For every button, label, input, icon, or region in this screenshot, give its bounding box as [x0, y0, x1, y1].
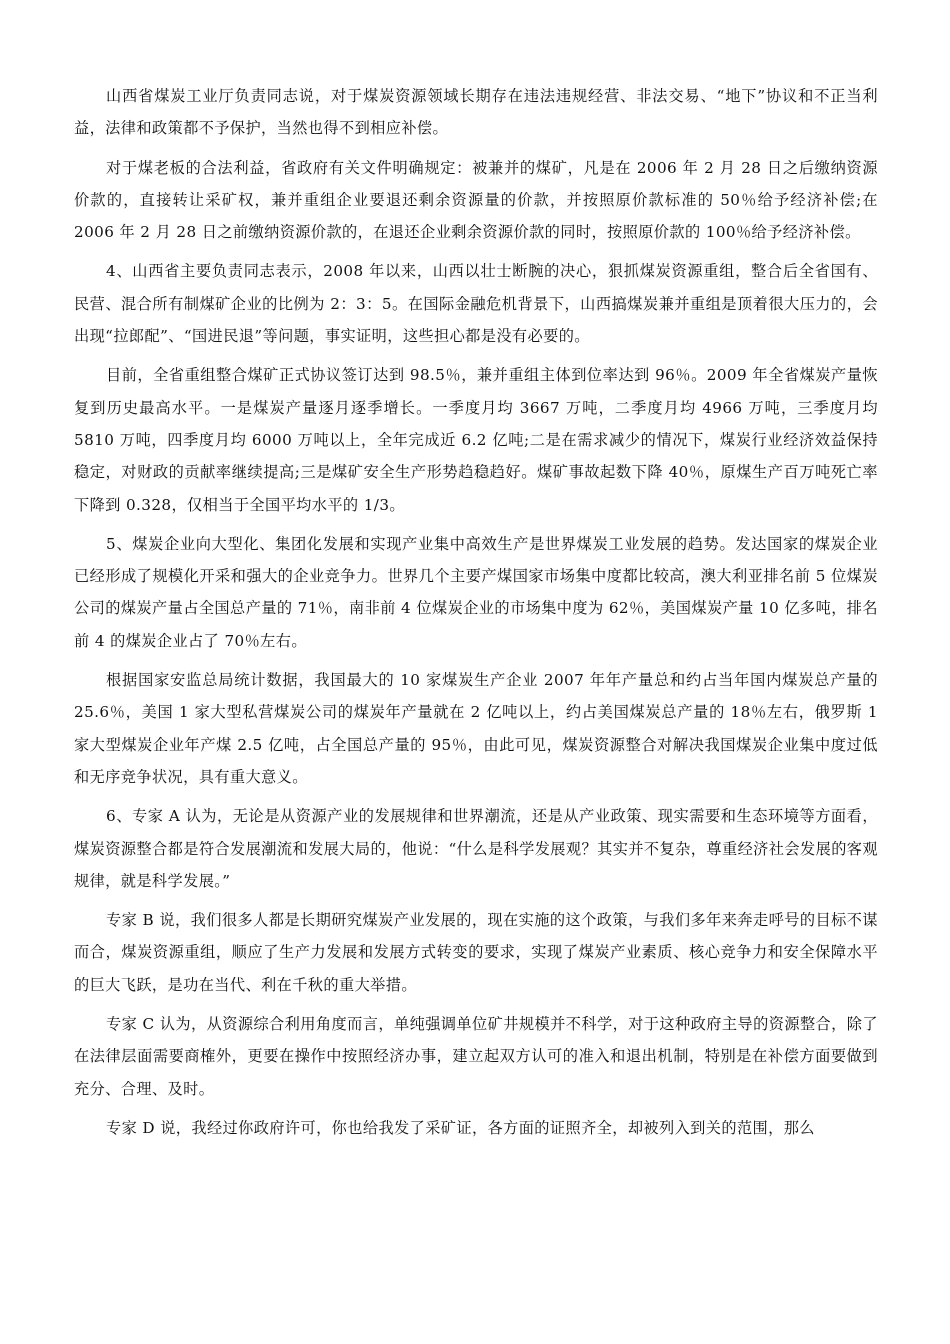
paragraph-section-6-expert-a: 6、专家 A 认为，无论是从资源产业的发展规律和世界潮流，还是从产业政策、现实需要和生态环境等方面看，煤炭资源整合都是符合发展潮流和发展大局的，他说：“什么是科学发展观？其实并不复杂，尊重经济社会发展的客观规律，就是科学发展。” [74, 807, 878, 890]
paragraph-production-results: 目前，全省重组整合煤矿正式协议签订达到 98.5％，兼并重组主体到位率达到 96％。2009 年全省煤炭产量恢复到历史最高水平。一是煤炭产量逐月逐季增长。一季度月均 3667 万吨，二季度月均 4966 万吨，三季度月均 5810 万吨，四季度月均 6000 万吨以上，全年完成近 6.2 亿吨;二是在需求减少的情况下，煤炭行业经济效益保持稳定，对财政的贡献率继续提高;三是煤矿安全生产形势趋稳趋好。煤矿事故起数下降 40％，原煤生产百万吨死亡率下降到 0.328，仅相当于全国平均水平的 1/3。 [74, 366, 878, 514]
paragraph-expert-b: 专家 B 说，我们很多人都是长期研究煤炭产业发展的，现在实施的这个政策，与我们多年来奔走呼号的目标不谋而合，煤炭资源重组，顺应了生产力发展和发展方式转变的要求，实现了煤炭产业素质、核心竞争力和安全保障水平的巨大飞跃，是功在当代、利在千秋的重大举措。 [74, 911, 878, 994]
paragraph-legal-interests-compensation: 对于煤老板的合法利益，省政府有关文件明确规定：被兼并的煤矿，凡是在 2006 年 2 月 28 日之后缴纳资源价款的，直接转让采矿权，兼并重组企业要退还剩余资源量的价款，并按照原价款标准的 50％给予经济补偿;在 2006 年 2 月 28 日之前缴纳资源价款的，在退还企业剩余资源价款的同时，按照原价款的 100％给予经济补偿。 [74, 158, 878, 242]
paragraph-expert-c: 专家 C 认为，从资源综合利用角度而言，单纯强调单位矿井规模并不科学，对于这种政府主导的资源整合，除了在法律层面需要商榷外，更要在操作中按照经济办事，建立起双方认可的准入和退出机制，特别是在补偿方面要做到充分、合理、及时。 [74, 1015, 878, 1098]
paragraph-section-5-world-trend: 5、煤炭企业向大型化、集团化发展和实现产业集中高效生产是世界煤炭工业发展的趋势。发达国家的煤炭企业已经形成了规模化开采和强大的企业竞争力。世界几个主要产煤国家市场集中度都比较高，澳大利亚排名前 5 位煤炭公司的煤炭产量占全国总产量的 71％，南非前 4 位煤炭企业的市场集中度为 62％，美国煤炭产量 10 亿多吨，排名前 4 的煤炭企业占了 70％左右。 [74, 534, 878, 650]
document-body [74, 80, 878, 1151]
paragraph-section-4-restructuring: 4、山西省主要负责同志表示，2008 年以来，山西以壮士断腕的决心，狠抓煤炭资源重组，整合后全省国有、民营、混合所有制煤矿企业的比例为 2：3：5。在国际金融危机背景下，山西搞煤炭兼并重组是顶着很大压力的，会出现“拉郎配”、“国进民退”等问题，事实证明，这些担心都是没有必要的。 [74, 262, 878, 346]
paragraph-coal-department-statement: 山西省煤炭工业厅负责同志说，对于煤炭资源领域长期存在违法违规经营、非法交易、“地下”协议和不正当利益，法律和政策都不予保护，当然也得不到相应补偿。 [74, 87, 878, 138]
paragraph-expert-d: 专家 D 说，我经过你政府许可，你也给我发了采矿证，各方面的证照齐全，却被列入到关的范围，那么 [106, 1118, 815, 1137]
paragraph-concentration-statistics: 根据国家安监总局统计数据，我国最大的 10 家煤炭生产企业 2007 年年产量总和约占当年国内煤炭总产量的 25.6％，美国 1 家大型私营煤炭公司的煤炭年产量就在 2 亿吨以上，约占美国煤炭总产量的 18％左右，俄罗斯 1 家大型煤炭企业年产煤 2.5 亿吨，占全国总产量的 95％，由此可见，煤炭资源整合对解决我国煤炭企业集中度过低和无序竞争状况，具有重大意义。 [74, 671, 878, 786]
